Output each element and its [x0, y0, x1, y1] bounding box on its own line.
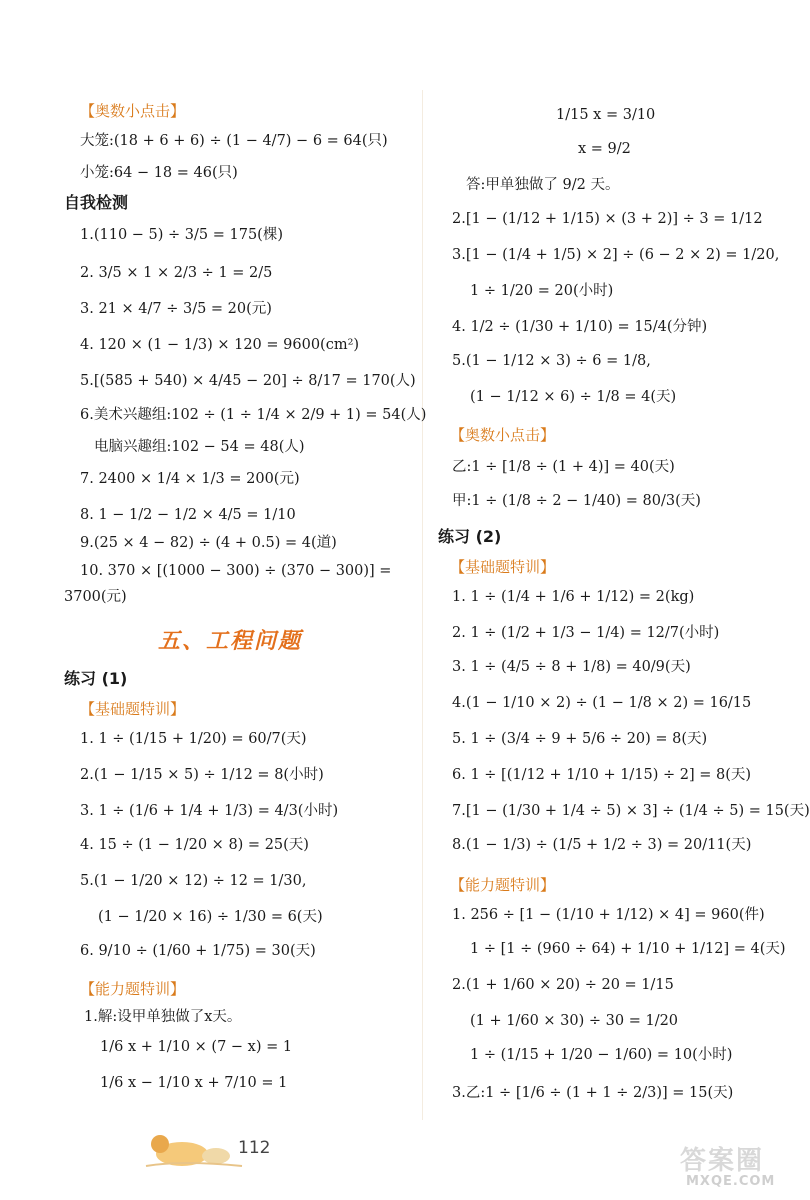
left-line: 1. 1 ÷ (1/15 + 1/20) = 60/7(天) [80, 731, 307, 747]
right-line: 乙:1 ÷ [1/8 ÷ (1 + 4)] = 40(天) [452, 459, 675, 475]
left-line: 1/6 x + 1/10 × (7 − x) = 1 [100, 1039, 293, 1055]
right-line: 5.(1 − 1/12 × 3) ÷ 6 = 1/8, [452, 353, 651, 369]
right-line: 6. 1 ÷ [(1/12 + 1/10 + 1/15) ÷ 2] = 8(天) [452, 767, 752, 783]
left-line: 4. 120 × (1 − 1/3) × 120 = 9600(cm²) [80, 337, 360, 353]
left-line: 3. 21 × 4/7 ÷ 3/5 = 20(元) [80, 301, 272, 317]
left-line: 3. 1 ÷ (1/6 + 1/4 + 1/3) = 4/3(小时) [80, 803, 339, 819]
right-line: 练习 (2) [438, 527, 502, 546]
right-line: 8.(1 − 1/3) ÷ (1/5 + 1/2 ÷ 3) = 20/11(天) [452, 837, 752, 853]
left-line: 5.(1 − 1/20 × 12) ÷ 12 = 1/30, [80, 873, 307, 889]
left-line: 1.解:设甲单独做了x天。 [84, 1009, 242, 1025]
column-divider [422, 90, 423, 1120]
left-line: 2. 3/5 × 1 × 2/3 ÷ 1 = 2/5 [80, 265, 273, 281]
right-line: 2.[1 − (1/12 + 1/15) × (3 + 2)] ÷ 3 = 1/12 [452, 211, 763, 227]
left-line: 2.(1 − 1/15 × 5) ÷ 1/12 = 8(小时) [80, 767, 324, 783]
left-line: 小笼:64 − 18 = 46(只) [80, 165, 238, 181]
right-line: 7.[1 − (1/30 + 1/4 ÷ 5) × 3] ÷ (1/4 ÷ 5) = 15(天) [452, 803, 810, 819]
right-line: 3.乙:1 ÷ [1/6 ÷ (1 + 1 ÷ 2/3)] = 15(天) [452, 1085, 734, 1101]
right-line: 甲:1 ÷ (1/8 ÷ 2 − 1/40) = 80/3(天) [452, 493, 701, 509]
right-line: 4.(1 − 1/10 × 2) ÷ (1 − 1/8 × 2) = 16/15 [452, 695, 752, 711]
right-line: 【基础题特训】 [450, 558, 556, 576]
left-line: 7. 2400 × 1/4 × 1/3 = 200(元) [80, 471, 300, 487]
right-line: 1. 1 ÷ (1/4 + 1/6 + 1/12) = 2(kg) [452, 589, 695, 605]
left-line: (1 − 1/20 × 16) ÷ 1/30 = 6(天) [98, 909, 323, 925]
right-line: 【能力题特训】 [450, 876, 556, 894]
left-line: 9.(25 × 4 − 82) ÷ (4 + 0.5) = 4(道) [80, 535, 337, 551]
watermark-logo: 答案圈 [680, 1146, 765, 1176]
right-line: 4. 1/2 ÷ (1/30 + 1/10) = 15/4(分钟) [452, 319, 708, 335]
right-line: 1 ÷ [1 ÷ (960 ÷ 64) + 1/10 + 1/12] = 4(天) [470, 941, 786, 957]
right-line: 1 ÷ 1/20 = 20(小时) [470, 283, 614, 299]
left-line: 1.(110 − 5) ÷ 3/5 = 175(棵) [80, 227, 283, 243]
right-line: 答:甲单独做了 9/2 天。 [466, 177, 620, 193]
chapter-title: 五、工程问题 [158, 629, 303, 654]
left-line: 练习 (1) [64, 669, 128, 688]
right-line: (1 + 1/60 × 30) ÷ 30 = 1/20 [470, 1013, 679, 1029]
right-line: 1. 256 ÷ [1 − (1/10 + 1/12) × 4] = 960(件) [452, 907, 765, 923]
left-line: 8. 1 − 1/2 − 1/2 × 4/5 = 1/10 [80, 507, 296, 523]
left-line: 【奥数小点击】 [80, 102, 186, 120]
right-line: (1 − 1/12 × 6) ÷ 1/8 = 4(天) [470, 389, 677, 405]
left-line: 【能力题特训】 [80, 980, 186, 998]
left-line: 6. 9/10 ÷ (1/60 + 1/75) = 30(天) [80, 943, 316, 959]
left-line: 10. 370 × [(1000 − 300) ÷ (370 − 300)] = [80, 563, 392, 579]
right-line: 2. 1 ÷ (1/2 + 1/3 − 1/4) = 12/7(小时) [452, 625, 720, 641]
right-line: 2.(1 + 1/60 × 20) ÷ 20 = 1/15 [452, 977, 674, 993]
basket-shape [202, 1148, 230, 1164]
left-line: 6.美术兴趣组:102 ÷ (1 ÷ 1/4 × 2/9 + 1) = 54(人) [80, 407, 427, 423]
left-line: 电脑兴趣组:102 − 54 = 48(人) [94, 439, 305, 455]
left-line: 1/6 x − 1/10 x + 7/10 = 1 [100, 1075, 288, 1091]
left-line: 5.[(585 + 540) × 4/45 − 20] ÷ 8/17 = 170(人) [80, 373, 416, 389]
left-line: 大笼:(18 + 6 + 6) ÷ (1 − 4/7) − 6 = 64(只) [80, 133, 388, 149]
right-line: 3.[1 − (1/4 + 1/5) × 2] ÷ (6 − 2 × 2) = 1/20, [452, 247, 780, 263]
left-line: 3700(元) [64, 589, 127, 605]
right-line: 3. 1 ÷ (4/5 ÷ 8 + 1/8) = 40/9(天) [452, 659, 691, 675]
page-number: 112 [238, 1138, 271, 1158]
right-line: 1 ÷ (1/15 + 1/20 − 1/60) = 10(小时) [470, 1047, 733, 1063]
right-line: 【奥数小点击】 [450, 426, 556, 444]
left-line: 自我检测 [64, 193, 129, 212]
right-line: 5. 1 ÷ (3/4 ÷ 9 + 5/6 ÷ 20) = 8(天) [452, 731, 708, 747]
animal-head-shape [151, 1135, 169, 1153]
left-line: 【基础题特训】 [80, 700, 186, 718]
watermark-url: MXQE.COM [686, 1174, 776, 1189]
footer-decoration [142, 1120, 252, 1172]
right-line: 1/15 x = 3/10 [556, 107, 656, 123]
left-line: 4. 15 ÷ (1 − 1/20 × 8) = 25(天) [80, 837, 309, 853]
right-line: x = 9/2 [578, 141, 631, 157]
